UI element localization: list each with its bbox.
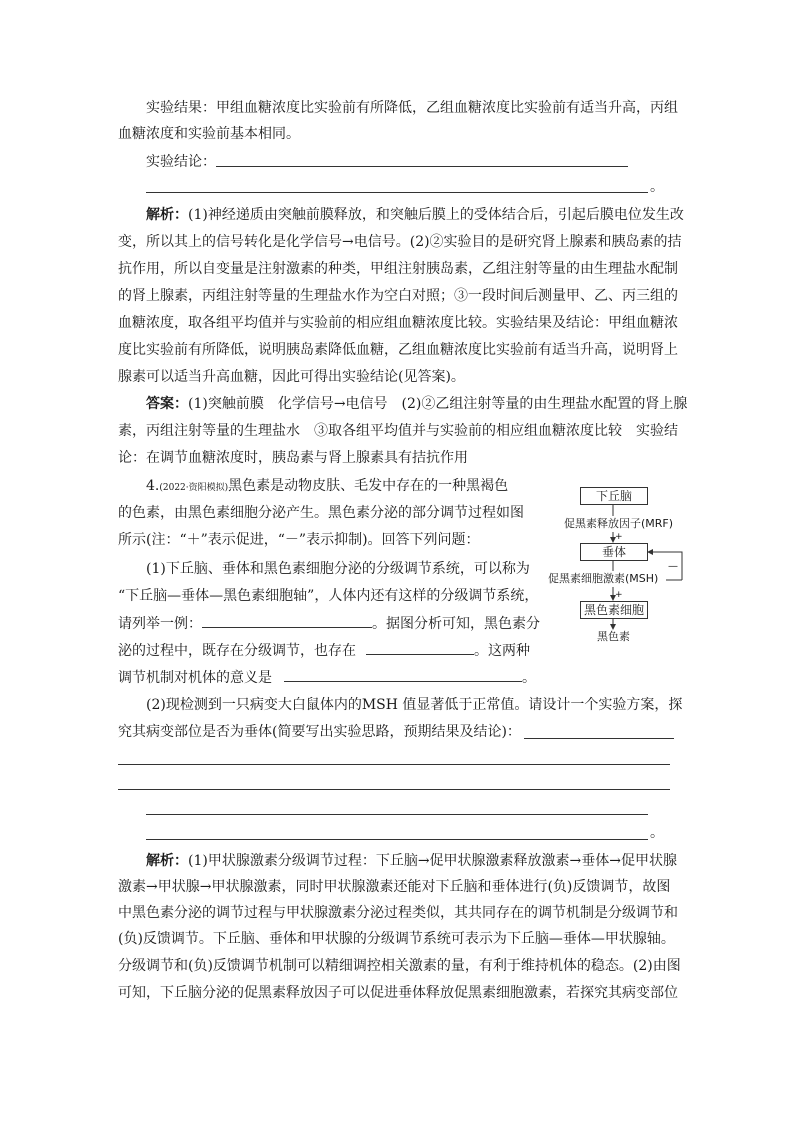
- analysis1-text-1: (1)神经递质由突触前膜释放，和突触后膜上的受体结合后，引起后膜电位发生改: [188, 207, 684, 223]
- q4-source: (2022·资阳模拟): [159, 483, 229, 493]
- q4-p1-line-3: [118, 613, 540, 634]
- q4-number: 4.: [146, 478, 160, 494]
- plus-sign-1: +: [615, 532, 623, 542]
- analysis2-line-4: (负)反馈调节。下丘脑、垂体和甲状腺的分级调节系统可表示为下丘脑—垂体—甲状腺轴。: [118, 931, 675, 947]
- q4-p2-line-2: 究其病变部位是否为垂体(简要写出实验思路，预期结果及结论)：: [118, 724, 521, 740]
- example-blank[interactable]: [202, 613, 372, 628]
- analysis1-line-1: [146, 205, 684, 225]
- analysis2-line-2: 激素→甲状腺→甲状腺激素，同时甲状腺激素还能对下丘脑和垂体进行(负)反馈调节，故图: [118, 879, 671, 895]
- q4-p1-line-5a: 调节机制对机体的意义是: [118, 670, 272, 686]
- analysis2-label: 解析：: [146, 853, 188, 869]
- plus-sign-2: +: [615, 590, 623, 600]
- pituitary-box: 垂体: [580, 543, 648, 561]
- result-line-1: 实验结果：甲组血糖浓度比实验前有所降低，乙组血糖浓度比实验前有适当升高，丙组: [146, 100, 678, 116]
- design-blank-5[interactable]: [146, 839, 648, 840]
- mrf-label: 促黑素释放因子(MRF): [564, 517, 674, 530]
- analysis1-line-3: 抗作用，所以自变量是注射激素的种类，甲组注射胰岛素，乙组注射等量的由生理盐水配制: [118, 261, 678, 277]
- analysis1-line-6: 度比实验前有所降低，说明胰岛素降低血糖，乙组血糖浓度比实验前有适当升高，说明肾上: [118, 342, 678, 358]
- answer1-line-1: [146, 394, 687, 414]
- design-blank-2[interactable]: [118, 764, 670, 765]
- q4-line-3: 所示(注：“＋”表示促进，“－”表示抑制)。回答下列问题：: [118, 532, 480, 548]
- q4-p1-line-5b: 。: [522, 670, 536, 686]
- regulation-blank[interactable]: [366, 640, 474, 655]
- analysis2-line-1: [146, 851, 677, 871]
- q4-line-1: [146, 476, 508, 498]
- minus-sign: —: [668, 561, 678, 572]
- melanin-label: 黑色素: [597, 630, 630, 643]
- q4-p1-line-1: (1)下丘脑、垂体和黑色素细胞分泌的分级调节系统，可以称为: [146, 561, 530, 577]
- hypothalamus-box: 下丘脑: [580, 487, 648, 505]
- analysis1-line-4: 的肾上腺素，丙组注射等量的生理盐水作为空白对照；③一段时间后测量甲、乙、丙三组的: [118, 288, 678, 304]
- design-blank-1[interactable]: [524, 738, 674, 739]
- q4-text-1: 黑色素是动物皮肤、毛发中存在的一种黑褐色: [228, 478, 509, 494]
- analysis1-line-7: 腺素可以适当升高血糖，因此可得出实验结论(见答案)。: [118, 369, 465, 385]
- q4-p1-line-4: [118, 640, 530, 661]
- q4-p1-line-5: [118, 667, 536, 688]
- analysis1-line-2: 变，所以其上的信号转化是化学信号→电信号。(2)②实验目的是研究肾上腺素和胰岛素的拮: [118, 234, 682, 250]
- analysis2-line-3: 中黑色素分泌的调节过程与甲状腺激素分泌过程类似，其共同存在的调节机制是分级调节和: [118, 905, 678, 921]
- conclusion-label: 实验结论：: [146, 154, 216, 170]
- design-blank-4[interactable]: [146, 814, 648, 815]
- q4-p1-line-2: “下丘脑—垂体—黑色素细胞轴”，人体内还有这样的分级调节系统，: [118, 588, 539, 604]
- melanocyte-box: 黑色素细胞: [580, 601, 648, 619]
- analysis2-line-6: 可知，下丘脑分泌的促黑素释放因子可以促进垂体释放促黑素细胞激素，若探究其病变部位: [118, 985, 678, 1001]
- conclusion-blank-1[interactable]: [216, 166, 628, 167]
- q4-line-2: 的色素，由黑色素细胞分泌产生。黑色素分泌的部分调节过程如图: [118, 505, 524, 521]
- analysis1-label: 解析：: [146, 207, 188, 223]
- answer1-label: 答案：: [146, 396, 188, 412]
- q4-p1-line-3a: 请列举一例：: [118, 616, 202, 632]
- q4-p1-line-3b: 。据图分析可知，黑色素分: [372, 616, 540, 632]
- conclusion-blank-2[interactable]: [146, 192, 648, 193]
- conclusion-period: 。: [650, 179, 664, 195]
- answer1-text-1: (1)突触前膜 化学信号→电信号 (2)②乙组注射等量的由生理盐水配置的肾上腺: [188, 396, 688, 412]
- significance-blank[interactable]: [284, 667, 522, 682]
- q4-p1-line-4a: 泌的过程中，既存在分级调节，也存在: [118, 643, 356, 659]
- design-blank-3[interactable]: [118, 789, 670, 790]
- analysis1-line-5: 血糖浓度，取各组平均值并与实验前的相应组血糖浓度比较。实验结果及结论：甲组血糖浓: [118, 315, 678, 331]
- result-line-2: 血糖浓度和实验前基本相同。: [118, 126, 300, 142]
- answer1-line-2: 素，丙组注射等量的生理盐水 ③取各组平均值并与实验前的相应组血糖浓度比较 实验结: [118, 423, 678, 439]
- q4-p1-line-4b: 。这两种: [474, 643, 530, 659]
- design-period: 。: [650, 825, 664, 841]
- msh-label: 促黑素细胞激素(MSH): [548, 572, 659, 585]
- diagram-arrows: [540, 480, 700, 660]
- q4-p2-line-1: (2)现检测到一只病变大白鼠体内的MSH 值显著低于正常值。请设计一个实验方案，探: [146, 697, 683, 713]
- answer1-line-3: 论：在调节血糖浓度时，胰岛素与肾上腺素具有拮抗作用: [118, 450, 468, 466]
- analysis2-line-5: 分级调节和(负)反馈调节机制可以精细调控相关激素的量，有利于维持机体的稳态。(2)由图: [118, 958, 681, 974]
- feedback-arrow: [648, 552, 682, 580]
- analysis2-text-1: (1)甲状腺激素分级调节过程：下丘脑→促甲状腺激素释放激素→垂体→促甲状腺: [188, 853, 678, 869]
